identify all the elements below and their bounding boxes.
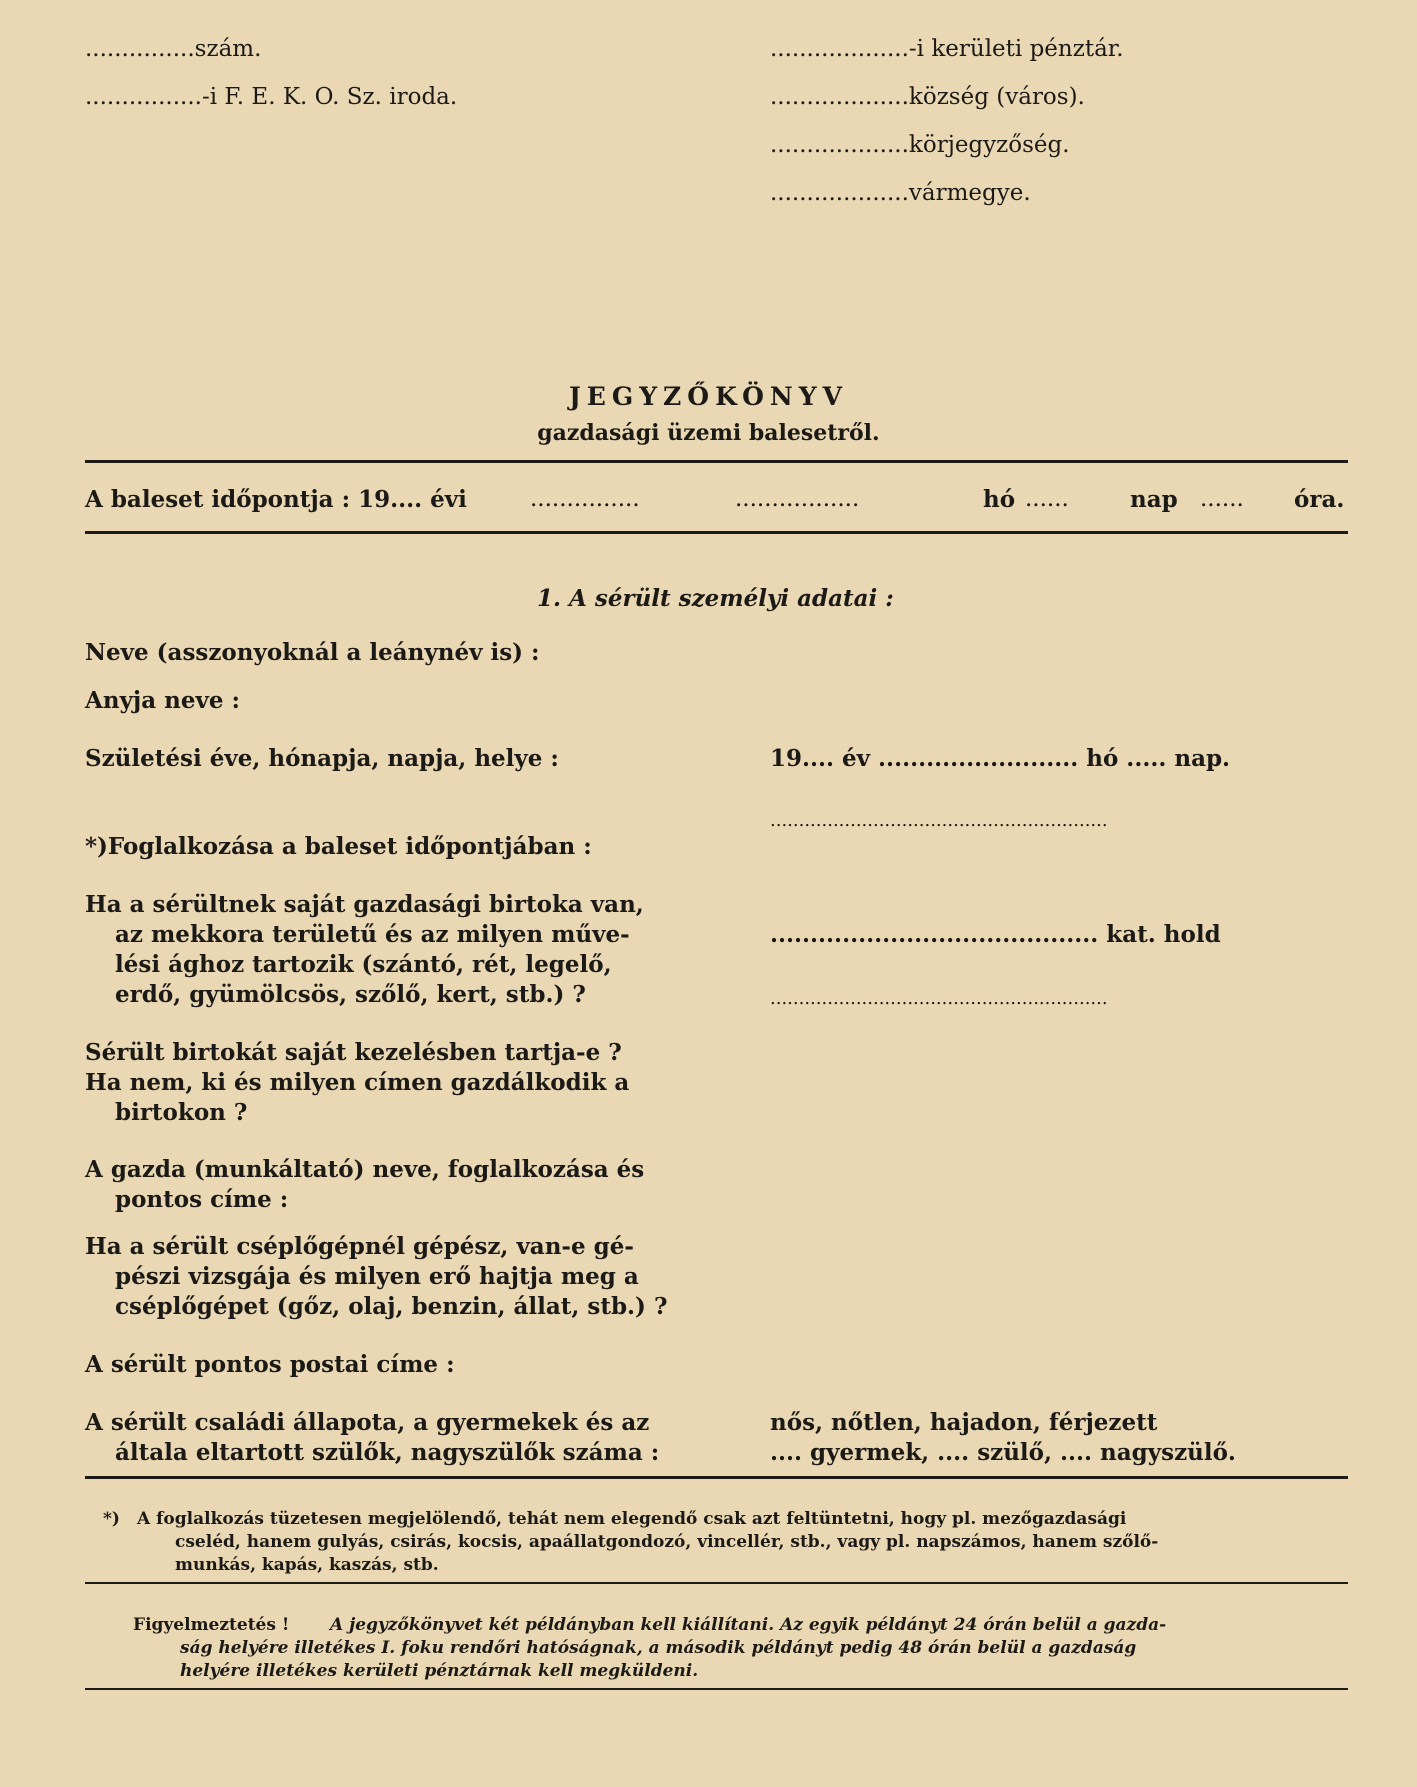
field-family-label-line2: általa eltartott szülők, nagyszülők száma : <box>115 1439 660 1466</box>
header-district-fund-line: ...................-i kerületi pénztár. <box>770 36 1124 62</box>
footnote-marker: *) <box>103 1509 120 1529</box>
field-birth-label: Születési éve, hónapja, napja, helye : <box>85 745 559 772</box>
field-birth-place-blank: ........................................................... <box>770 810 1108 831</box>
field-management-label-line1: Sérült birtokát saját kezelésben tartja-e ? <box>85 1039 622 1066</box>
field-land-area-value: ......................................... kat. hold <box>770 921 1221 948</box>
document-title: JEGYZŐKÖNYV <box>568 382 849 411</box>
header-county-line: ...................vármegye. <box>770 180 1031 206</box>
section-title: 1. A sérült személyi adatai : <box>537 585 894 612</box>
field-family-status-options: nős, nőtlen, hajadon, férjezett <box>770 1409 1158 1436</box>
divider <box>85 1582 1348 1584</box>
warning-line1: A jegyzőkönyvet két példányban kell kiállítani. Az egyik példányt 24 órán belül a gazda- <box>330 1615 1167 1635</box>
field-postal-address-label: A sérült pontos postai címe : <box>85 1351 455 1378</box>
accident-month-blank: ................. <box>735 486 860 512</box>
field-machinist-label-line3: cséplőgépet (gőz, olaj, benzin, állat, stb.) ? <box>115 1293 668 1320</box>
field-employer-label-line2: pontos címe : <box>115 1186 289 1213</box>
accident-day-label: nap <box>1130 486 1178 513</box>
field-employer-label-line1: A gazda (munkáltató) neve, foglalkozása és <box>85 1156 645 1183</box>
field-management-label-line3: birtokon ? <box>115 1099 248 1126</box>
field-name-label: Neve (asszonyoknál a leánynév is) : <box>85 639 540 666</box>
divider <box>85 531 1348 534</box>
field-management-label-line2: Ha nem, ki és milyen címen gazdálkodik a <box>85 1069 630 1096</box>
accident-month-label: hó <box>983 486 1016 513</box>
accident-hour-label: óra. <box>1294 486 1345 513</box>
field-machinist-label-line2: pészi vizsgája és milyen erő hajtja meg a <box>115 1263 639 1290</box>
divider <box>85 460 1348 463</box>
field-land-label-line2: az mekkora területű és az milyen műve- <box>115 921 630 948</box>
field-mother-name-label: Anyja neve : <box>85 687 241 714</box>
warning-label: Figyelmeztetés ! <box>133 1615 290 1635</box>
accident-year-blank: ............... <box>530 486 640 512</box>
document-subtitle: gazdasági üzemi balesetről. <box>537 420 880 446</box>
field-land-label-line4: erdő, gyümölcsös, szőlő, kert, stb.) ? <box>115 981 586 1008</box>
header-municipality-line: ...................község (város). <box>770 84 1085 110</box>
accident-day-blank: ...... <box>1025 486 1069 512</box>
field-occupation-label: *)Foglalkozása a baleset időpontjában : <box>85 833 592 860</box>
warning-line2: ság helyére illetékes I. foku rendőri hatóságnak, a második példányt pedig 48 órán belül a gazdaság <box>180 1638 1137 1658</box>
field-land-label-line3: lési ághoz tartozik (szántó, rét, legelő, <box>115 951 612 978</box>
accident-time-label: A baleset időpontja : 19.... évi <box>85 486 467 513</box>
footnote-line1: A foglalkozás tüzetesen megjelölendő, tehát nem elegendő csak azt feltüntetni, hogy pl. mezőgazdasági <box>137 1509 1127 1529</box>
divider <box>85 1688 1348 1690</box>
field-land-type-blank: ........................................................... <box>770 988 1108 1009</box>
divider <box>85 1476 1348 1479</box>
field-family-label-line1: A sérült családi állapota, a gyermekek és az <box>85 1409 650 1436</box>
header-office-line: ................-i F. E. K. O. Sz. iroda. <box>85 84 458 110</box>
footnote-line3: munkás, kapás, kaszás, stb. <box>175 1555 439 1575</box>
field-machinist-label-line1: Ha a sérült cséplőgépnél gépész, van-e gé- <box>85 1233 634 1260</box>
field-land-label-line1: Ha a sérültnek saját gazdasági birtoka van, <box>85 891 644 918</box>
accident-hour-blank: ...... <box>1200 486 1244 512</box>
footnote-line2: cseléd, hanem gulyás, csirás, kocsis, apaállatgondozó, vincellér, stb., vagy pl. napszámos, hanem szőlő- <box>175 1532 1159 1552</box>
header-notary-line: ...................körjegyzőség. <box>770 132 1070 158</box>
field-birth-value: 19.... év ......................... hó ..... nap. <box>770 745 1231 772</box>
field-family-counts: .... gyermek, .... szülő, .... nagyszülő. <box>770 1439 1236 1466</box>
header-number-line: ...............szám. <box>85 36 262 62</box>
warning-line3: helyére illetékes kerületi pénztárnak kell megküldeni. <box>180 1661 699 1681</box>
